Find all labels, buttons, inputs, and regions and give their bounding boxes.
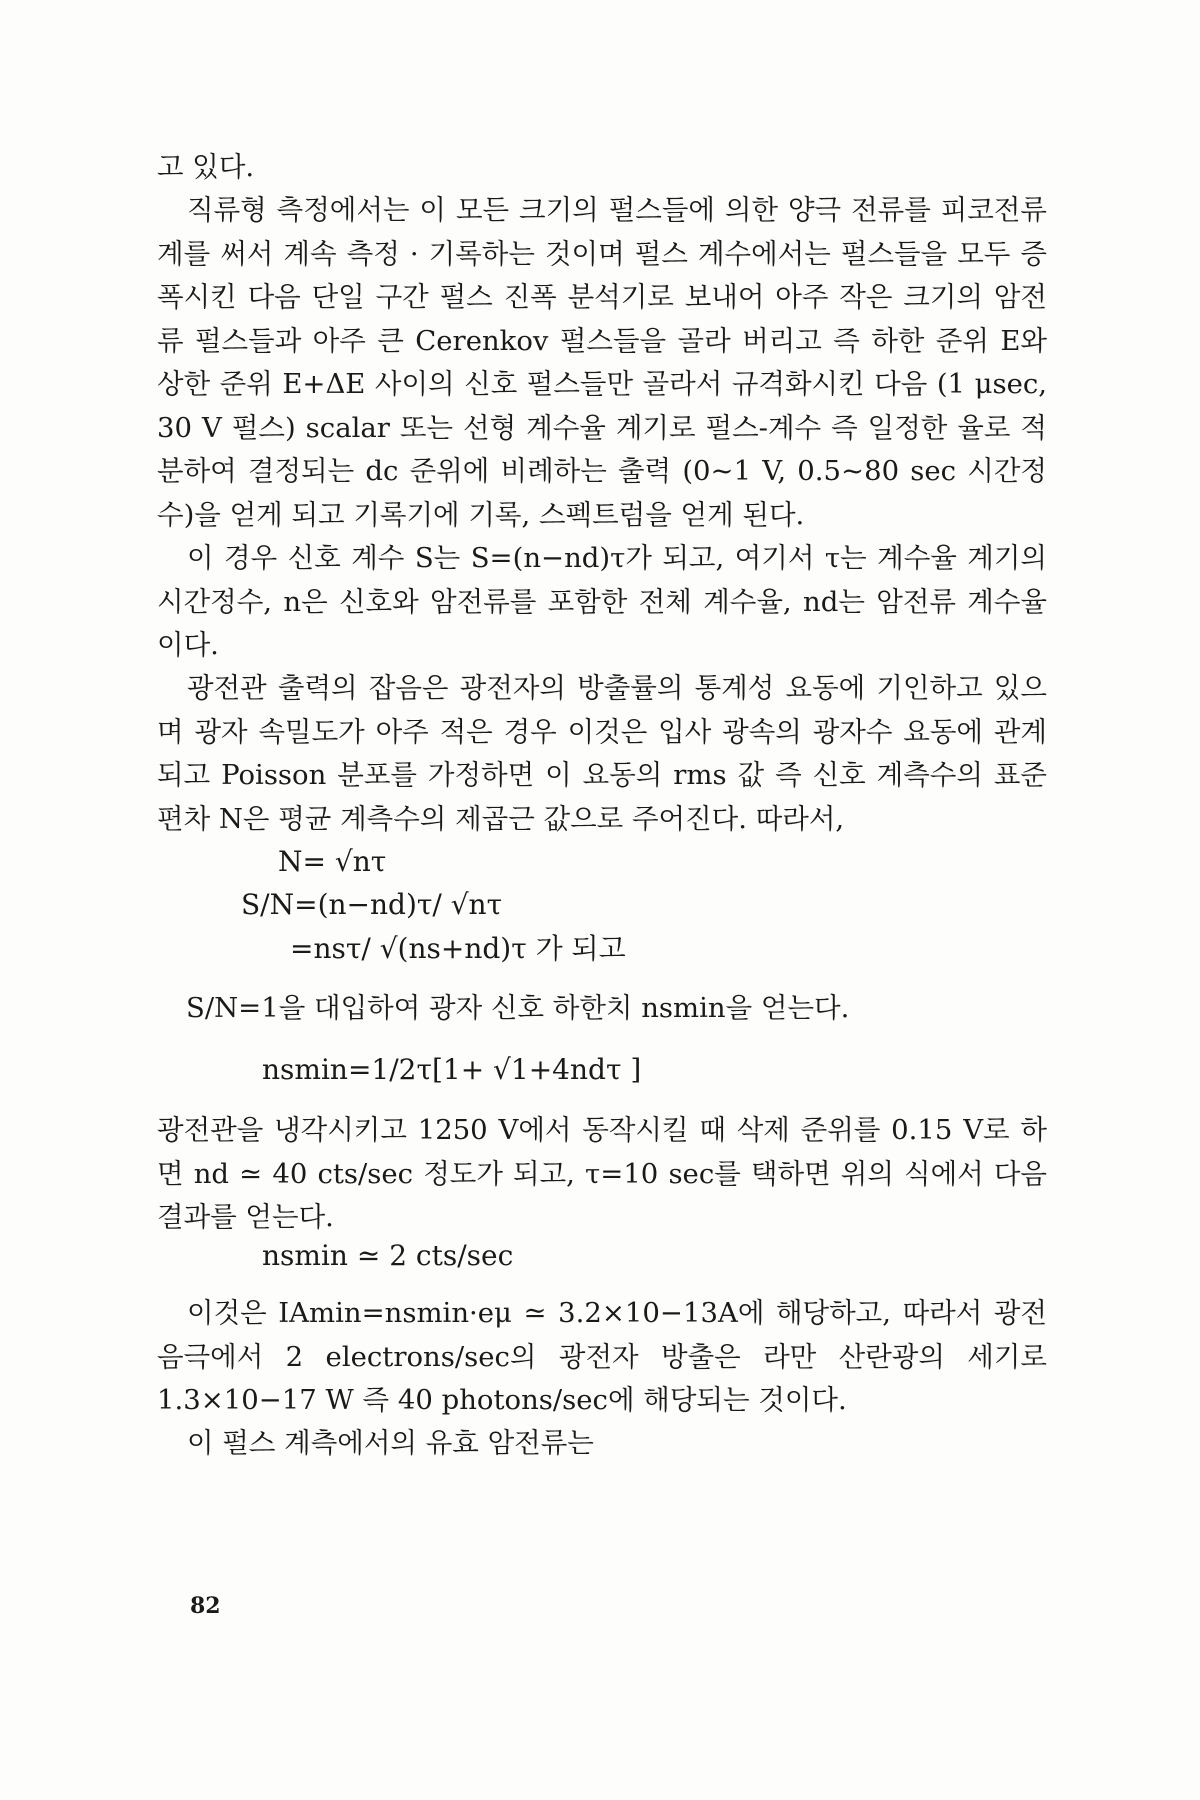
- paragraph-noise: 광전관 출력의 잡음은 광전자의 방출률의 통계성 요동에 기인하고 있으며 광자 속밀도가 아주 적은 경우 이것은 입사 광속의 광자수 요동에 관계되고 Poisson 분포를 가정하면 이 요동의 rms 값 즉 신호 계측수의 표준 편차 N은 평균 계측수의 제곱근 값으로 주어진다. 따라서,: [157, 672, 1047, 835]
- equation-s-over-n: S/N=(n−nd)τ/ √nτ: [241, 888, 503, 921]
- equation-s-over-n-cont: =nsτ/ √(ns+nd)τ 가 되고: [290, 932, 626, 965]
- page-number: 82: [190, 1593, 221, 1619]
- paragraph-current: 이것은 IAmin=nsmin·eμ ≃ 3.2×10−13A에 해당하고, 따라서 광전음극에서 2 electrons/sec의 광전자 방출은 라만 산란광의 세기로 1.3×10−17 W 즉 40 photons/sec에 해당되는 것이다.: [157, 1297, 1047, 1416]
- paragraph-continuation: 고 있다.: [157, 151, 255, 183]
- paragraph-cooling: 광전관을 냉각시키고 1250 V에서 동작시킬 때 삭제 준위를 0.15 V로 하면 nd ≃ 40 cts/sec 정도가 되고, τ=10 sec를 택하면 위의 식에서 다음 결과를 얻는다.: [157, 1114, 1047, 1233]
- paragraph-dark-current: 이 펄스 계측에서의 유효 암전류는: [187, 1427, 594, 1459]
- equation-ns-min: nsmin=1/2τ[1+ √1+4ndτ ]: [262, 1053, 642, 1086]
- equation-result: nsmin ≃ 2 cts/sec: [262, 1239, 514, 1272]
- equation-n: N= √nτ: [278, 845, 387, 878]
- paragraph-dc-measurement: 직류형 측정에서는 이 모든 크기의 펄스들에 의한 양극 전류를 피코전류계를 써서 계속 측정 · 기록하는 것이며 펄스 계수에서는 펄스들을 모두 증폭시킨 다음 단일 구간 펄스 진폭 분석기로 보내어 아주 작은 크기의 암전류 펄스들과 아주 큰 Cerenkov 펄스들을 골라 버리고 즉 하한 준위 E와 상한 준위 E+ΔE 사이의 신호 펄스들만 골라서 규격화시킨 다음 (1 μsec, 30 V 펄스) scalar 또는 선형 계수율 계기로 펄스-계수 즉 일정한 율로 적분하여 결정되는 dc 준위에 비례하는 출력 (0~1 V, 0.5~80 sec 시간정수)을 얻게 되고 기록기에 기록, 스펙트럼을 얻게 된다.: [157, 194, 1047, 531]
- paragraph-signal-count: 이 경우 신호 계수 S는 S=(n−nd)τ가 되고, 여기서 τ는 계수율 계기의 시간정수, n은 신호와 암전류를 포함한 전체 계수율, nd는 암전류 계수율이다.: [157, 542, 1047, 661]
- paragraph-substitution: S/N=1을 대입하여 광자 신호 하한치 nsmin을 얻는다.: [186, 992, 850, 1024]
